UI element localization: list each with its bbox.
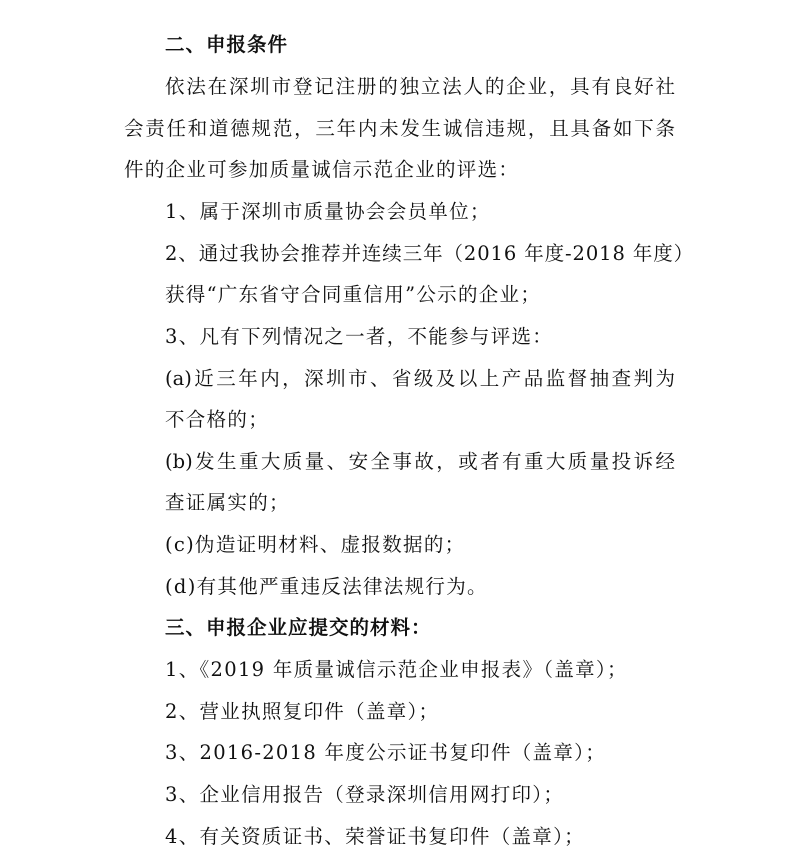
intro-line-2: 会责任和道德规范，三年内未发生诚信违规，且具备如下条 [124, 117, 675, 140]
exclusion-b-line-2: 查证属实的； [165, 491, 290, 514]
material-item-1: 1、《2019 年质量诚信示范企业申报表》（盖章）； [165, 658, 628, 681]
intro-line-1: 依法在深圳市登记注册的独立法人的企业，具有良好社 [165, 75, 675, 98]
condition-item-2-line-2: 获得“广东省守合同重信用”公示的企业； [165, 283, 542, 306]
material-item-3: 3、2016-2018 年度公示证书复印件（盖章）； [165, 741, 606, 764]
exclusion-d: (d)有其他严重违反法律法规行为。 [165, 575, 488, 598]
exclusion-a-line-2: 不合格的； [165, 408, 270, 431]
exclusion-c: (c)伪造证明材料、虚报数据的； [165, 533, 466, 556]
material-item-4: 3、企业信用报告（登录深圳信用网打印）； [165, 783, 565, 806]
condition-item-2-line-1: 2、通过我协会推荐并连续三年（2016 年度-2018 年度） [165, 242, 695, 265]
exclusion-a-line-1: (a)近三年内，深圳市、省级及以上产品监督抽查判为 [165, 367, 675, 390]
section-3-heading: 三、申报企业应提交的材料： [165, 616, 432, 639]
exclusion-b-line-1: (b)发生重大质量、安全事故，或者有重大质量投诉经 [165, 450, 675, 473]
condition-item-1: 1、属于深圳市质量协会会员单位； [165, 200, 491, 223]
material-item-5: 4、有关资质证书、荣誉证书复印件（盖章）； [165, 825, 585, 848]
material-item-2: 2、营业执照复印件（盖章）； [165, 700, 440, 723]
section-2-heading: 二、申报条件 [165, 33, 289, 56]
intro-line-3: 件的企业可参加质量诚信示范企业的评选： [124, 158, 520, 181]
condition-item-3: 3、凡有下列情况之一者，不能参与评选： [165, 325, 554, 348]
